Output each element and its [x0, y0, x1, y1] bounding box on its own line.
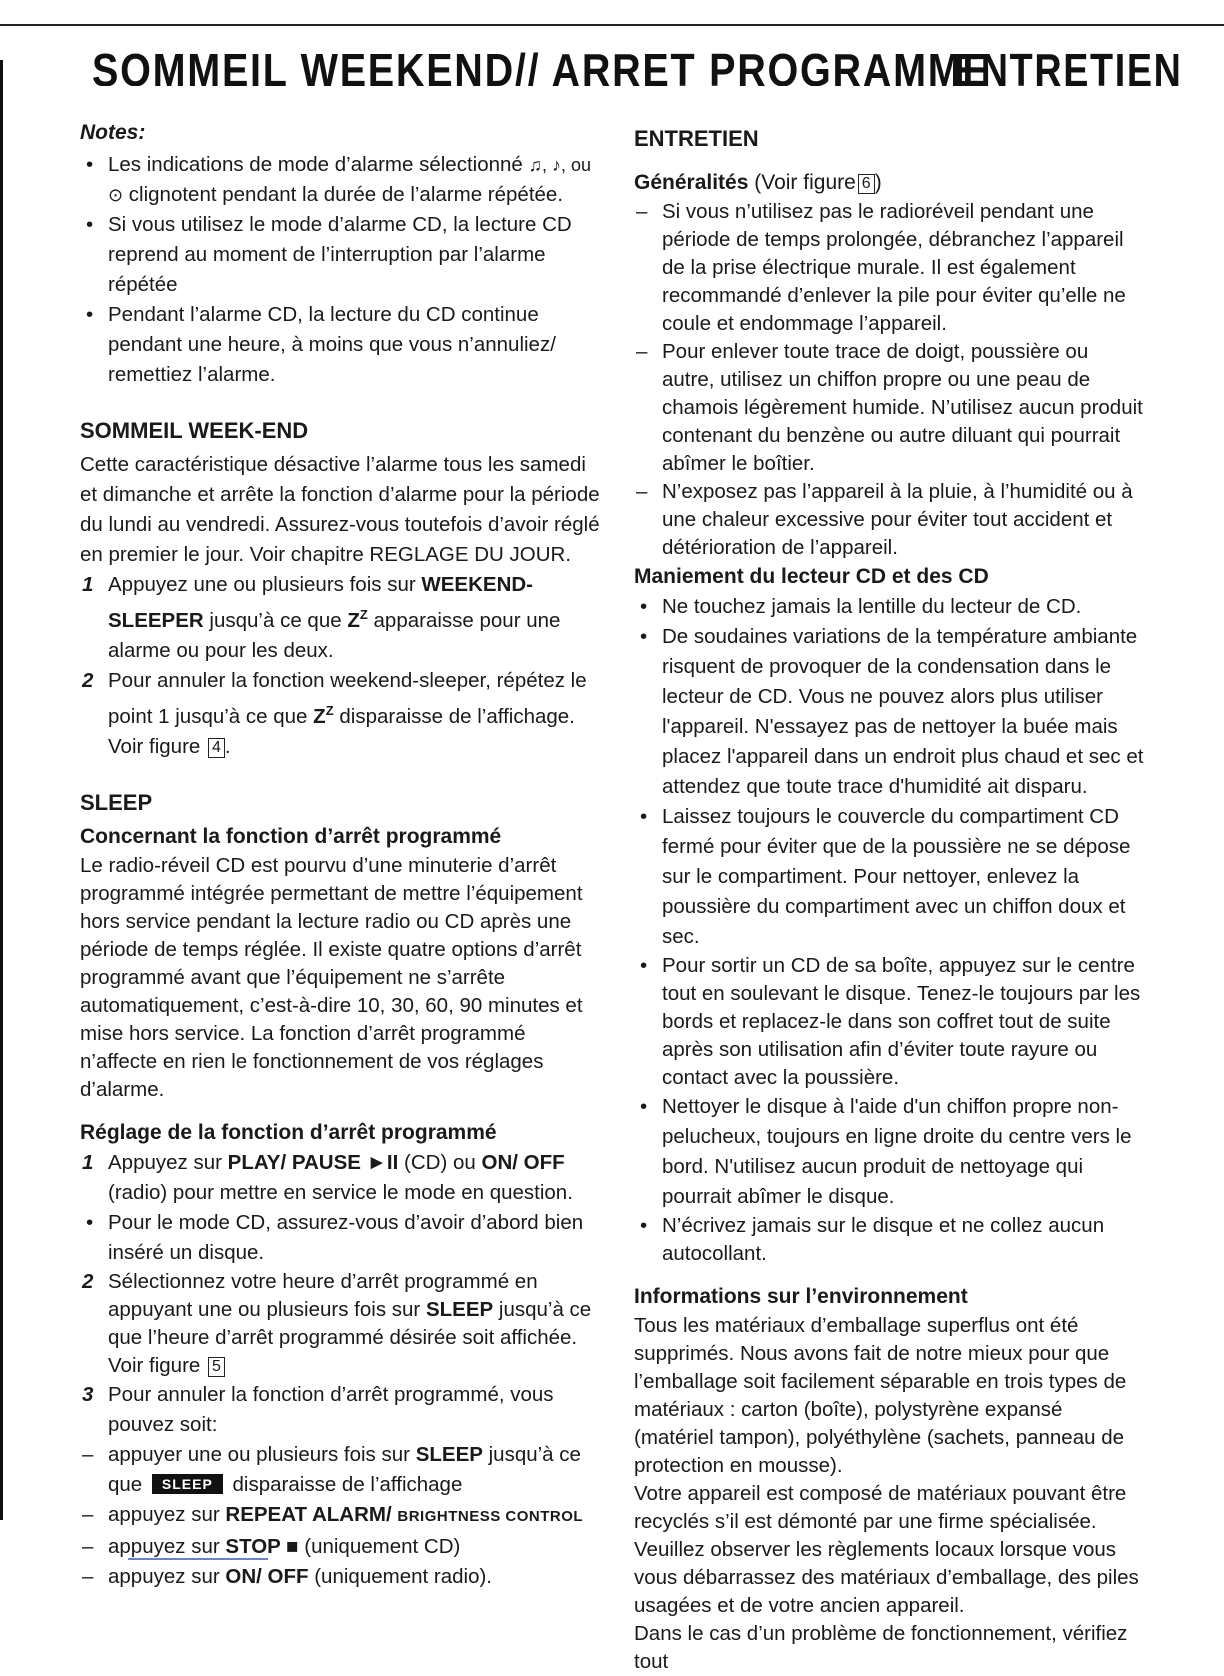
zz-icon: [313, 702, 334, 728]
generalites-item-1: – Si vous n’utilisez pas le radioréveil pendant une période de temps prolongée, débranchez l’appareil de la prise électrique murale. Il est également recommandé d’enlever la pile pour éviter qu’elle ne coule et endommage l’appareil.: [634, 198, 1146, 338]
generalites-label: Généralités: [634, 171, 749, 194]
figure-ref-6: 6: [858, 174, 875, 194]
play-pause-key: PLAY/ PAUSE ►II: [227, 1150, 399, 1174]
environment-text-1: Tous les matériaux d’emballage superflus ont été supprimés. Nous avons fait de notre mieux pour que l’emballage soit facilement séparable en trois types de matériaux : carton (boîte), polystyrène expansé (matériel tampon), polyéthylène (sachets, panneau de protection en mousse).: [634, 1314, 1127, 1477]
sleep-step-1: [80, 1148, 600, 1208]
cd-item-1: • Ne touchez jamais la lentille du lecteur de CD.: [634, 592, 1146, 622]
notes-bullet-1: [80, 150, 600, 210]
option-text: jusqu’à ce que: [108, 1442, 581, 1496]
header-title-left: SOMMEIL WEEKEND// ARRET PROGRAMME: [92, 44, 991, 86]
step-text: (CD) ou: [404, 1150, 476, 1174]
zz-icon: [347, 609, 367, 632]
figure-ref-4: 4: [208, 738, 225, 758]
weekend-step-2: [80, 666, 600, 762]
weekend-section-title: SOMMEIL WEEK-END: [80, 418, 309, 443]
step-number: 2: [82, 1269, 94, 1293]
notes-bullet-1-text-2: clignotent pendant la durée de l’alarme répétée.: [128, 183, 564, 206]
sleep-step-1-bullet: • Pour le mode CD, assurez-vous d’avoir d’abord bien inséré un disque.: [80, 1208, 600, 1268]
weekend-sleeper-key: WEEKEND-SLEEPER: [108, 573, 533, 632]
option-text: (uniquement CD): [304, 1534, 461, 1558]
alarm-mode-icons: ♫, ♪, ou: [528, 155, 592, 175]
step-text: Sélectionnez votre heure d’arrêt programmé en appuyant une ou plusieurs fois sur: [108, 1269, 538, 1321]
zz-letter: Z: [347, 608, 360, 632]
sleep-cancel-option-4: [80, 1562, 600, 1592]
generalites-item-3: – N’exposez pas l’appareil à la pluie, à l’humidité ou à une chaleur excessive pour éviter tout accident et détérioration de l’appareil.: [634, 478, 1146, 562]
option-text: appuyer une ou plusieurs fois sur: [108, 1442, 410, 1466]
figure-ref-5: 5: [208, 1357, 225, 1377]
entretien-section-title: ENTRETIEN: [634, 126, 759, 151]
sleep-key: SLEEP: [425, 1297, 494, 1321]
option-text: appuyez sur: [108, 1534, 220, 1558]
cd-item-3: • Laissez toujours le couvercle du compartiment CD fermé pour éviter que de la poussière ne se dépose sur le compartiment. Pour nettoyer, enlevez la poussière du compartiment avec un chiffon doux et sec.: [634, 802, 1146, 952]
sleep-setting-title: Réglage de la fonction d’arrêt programmé: [80, 1120, 497, 1144]
sleep-step-3: [80, 1380, 600, 1440]
cd-item-5: • Nettoyer le disque à l'aide d'un chiffon propre non-pelucheux, toujours en ligne droite du centre vers le bord. N'utilisez aucun produit de nettoyage qui pourrait abîmer le disque.: [634, 1092, 1146, 1212]
zz-sup: Z: [359, 607, 368, 622]
step-text: jusqu’à ce que: [209, 608, 342, 632]
cd-handling-title: Maniement du lecteur CD et des CD: [634, 565, 989, 588]
step-text: Appuyez une ou plusieurs fois sur: [108, 573, 416, 596]
step-number: 1: [82, 573, 94, 596]
sleep-display-badge: SLEEP: [152, 1474, 223, 1494]
step-text: Pour annuler la fonction d’arrêt programmé, vous pouvez soit:: [108, 1382, 554, 1436]
sleep-cancel-option-1: [80, 1440, 600, 1500]
option-text: disparaisse de l’affichage: [232, 1472, 463, 1496]
step-number: 1: [82, 1150, 94, 1174]
step-text: (radio) pour mettre en service le mode en question.: [108, 1180, 573, 1204]
page-header: [0, 42, 1224, 86]
sleep-about-text: Le radio-réveil CD est pourvu d’une minuterie d’arrêt programmé intégrée permettant de mettre l’équipement hors service pendant la lecture radio ou CD après une période de temps réglée. Il existe quatre options d’arrêt programmé avant que l’équipement ne s’arrête automatiquement, c’est-à-dire 10, 30, 60, 90 minutes et mise hors service. La fonction d’arrêt programmé n’affecte en rien le fonctionnement de vos réglages d’alarme.: [80, 853, 583, 1101]
environment-title: Informations sur l’environnement: [634, 1285, 968, 1308]
on-off-key: ON/ OFF: [481, 1150, 565, 1174]
repeat-alarm-key: REPEAT ALARM/: [225, 1502, 392, 1526]
sleep-step-2: [80, 1268, 600, 1380]
step-number: 2: [82, 668, 94, 692]
step-text: .: [224, 734, 231, 758]
generalites-title: [634, 168, 1146, 198]
left-column: [80, 118, 600, 1592]
left-margin-bar: [0, 60, 3, 1520]
sleep-section-title: SLEEP: [80, 789, 153, 815]
step-text: apparaisse pour une alarme ou pour les deux.: [108, 608, 561, 662]
step-text: Appuyez sur: [108, 1150, 222, 1174]
notes-bullet-3: • Pendant l’alarme CD, la lecture du CD continue pendant une heure, à moins que vous n’annuliez/ remettiez l’alarme.: [80, 300, 600, 390]
environment-text-3: Dans le cas d’un problème de fonctionnement, vérifiez tout: [634, 1622, 1128, 1673]
cd-item-4: • Pour sortir un CD de sa boîte, appuyez sur le centre tout en soulevant le disque. Tenez-le toujours par les bords et replacez-le dans son coffret tout de suite après son utilisation afin d’éviter toute rayure ou contact avec la poussière.: [634, 952, 1146, 1092]
step-text: disparaisse de l’affichage. Voir figure: [108, 704, 575, 758]
notes-title: Notes:: [80, 121, 146, 144]
cd-item-2: • De soudaines variations de la température ambiante risquent de provoquer de la condensation dans le lecteur de CD. Vous ne pouvez alors plus utiliser l'appareil. N'essayez pas de nettoyer la buée mais placez l'appareil dans un endroit plus chaud et sec et attendez que toute trace d'humidité ait disparu.: [634, 622, 1146, 802]
generalites-close: ): [874, 171, 882, 194]
right-column: [634, 124, 1146, 1676]
step-number: 3: [82, 1382, 94, 1406]
notes-bullet-1-text: Les indications de mode d’alarme sélectionné: [108, 153, 523, 176]
stop-key: STOP ■: [225, 1534, 299, 1558]
generalites-item-2: – Pour enlever toute trace de doigt, poussière ou autre, utilisez un chiffon propre ou une peau de chamois légèrement humide. N’utilisez aucun produit contenant du benzène ou autre diluant qui pourrait abîmer le boîtier.: [634, 338, 1146, 478]
weekend-intro: Cette caractéristique désactive l’alarme tous les samedi et dimanche et arrête la fonction d’alarme pour la période du lundi au vendredi. Assurez-vous toutefois d’avoir réglé en premier le jour. Voir chapitre REGLAGE DU JOUR.: [80, 453, 600, 566]
step-text: jusqu’à ce que l’heure d’arrêt programmé désirée soit affichée. Voir figure: [108, 1297, 592, 1377]
sleep-key: SLEEP: [415, 1442, 483, 1466]
brightness-control-key: BRIGHTNESS CONTROL: [397, 1507, 584, 1525]
bottom-accent-line: [128, 1558, 268, 1560]
zz-sup: Z: [325, 702, 334, 718]
zz-letter: Z: [313, 704, 326, 728]
cd-item-6: • N’écrivez jamais sur le disque et ne collez aucun autocollant.: [634, 1212, 1146, 1268]
option-text: (uniquement radio).: [314, 1564, 492, 1588]
notes-bullet-2: • Si vous utilisez le mode d’alarme CD, la lecture CD reprend au moment de l’interruption par l’alarme répétée: [80, 210, 600, 300]
header-title-right: ENTRETIEN: [954, 44, 1183, 86]
weekend-step-1: [80, 570, 600, 666]
generalites-see: (Voir figure: [754, 171, 856, 194]
cd-alarm-icon: ⊙: [108, 185, 124, 205]
step-text: Pour annuler la fonction weekend-sleeper, répétez le point 1 jusqu’à ce que: [108, 668, 587, 728]
sleep-about-title: Concernant la fonction d’arrêt programmé: [80, 824, 502, 848]
on-off-key: ON/ OFF: [225, 1564, 309, 1588]
sleep-cancel-option-2: [80, 1500, 600, 1532]
environment-text-2: Votre appareil est composé de matériaux pouvant être recyclés s’il est démonté par une firme spécialisée. Veuillez observer les règlements locaux lorsque vous vous débarrassez des matériaux d’emballage, des piles usagées et de votre ancien appareil.: [634, 1482, 1139, 1617]
top-rule: [0, 24, 1224, 26]
option-text: appuyez sur: [108, 1502, 220, 1526]
option-text: appuyez sur: [108, 1564, 220, 1588]
